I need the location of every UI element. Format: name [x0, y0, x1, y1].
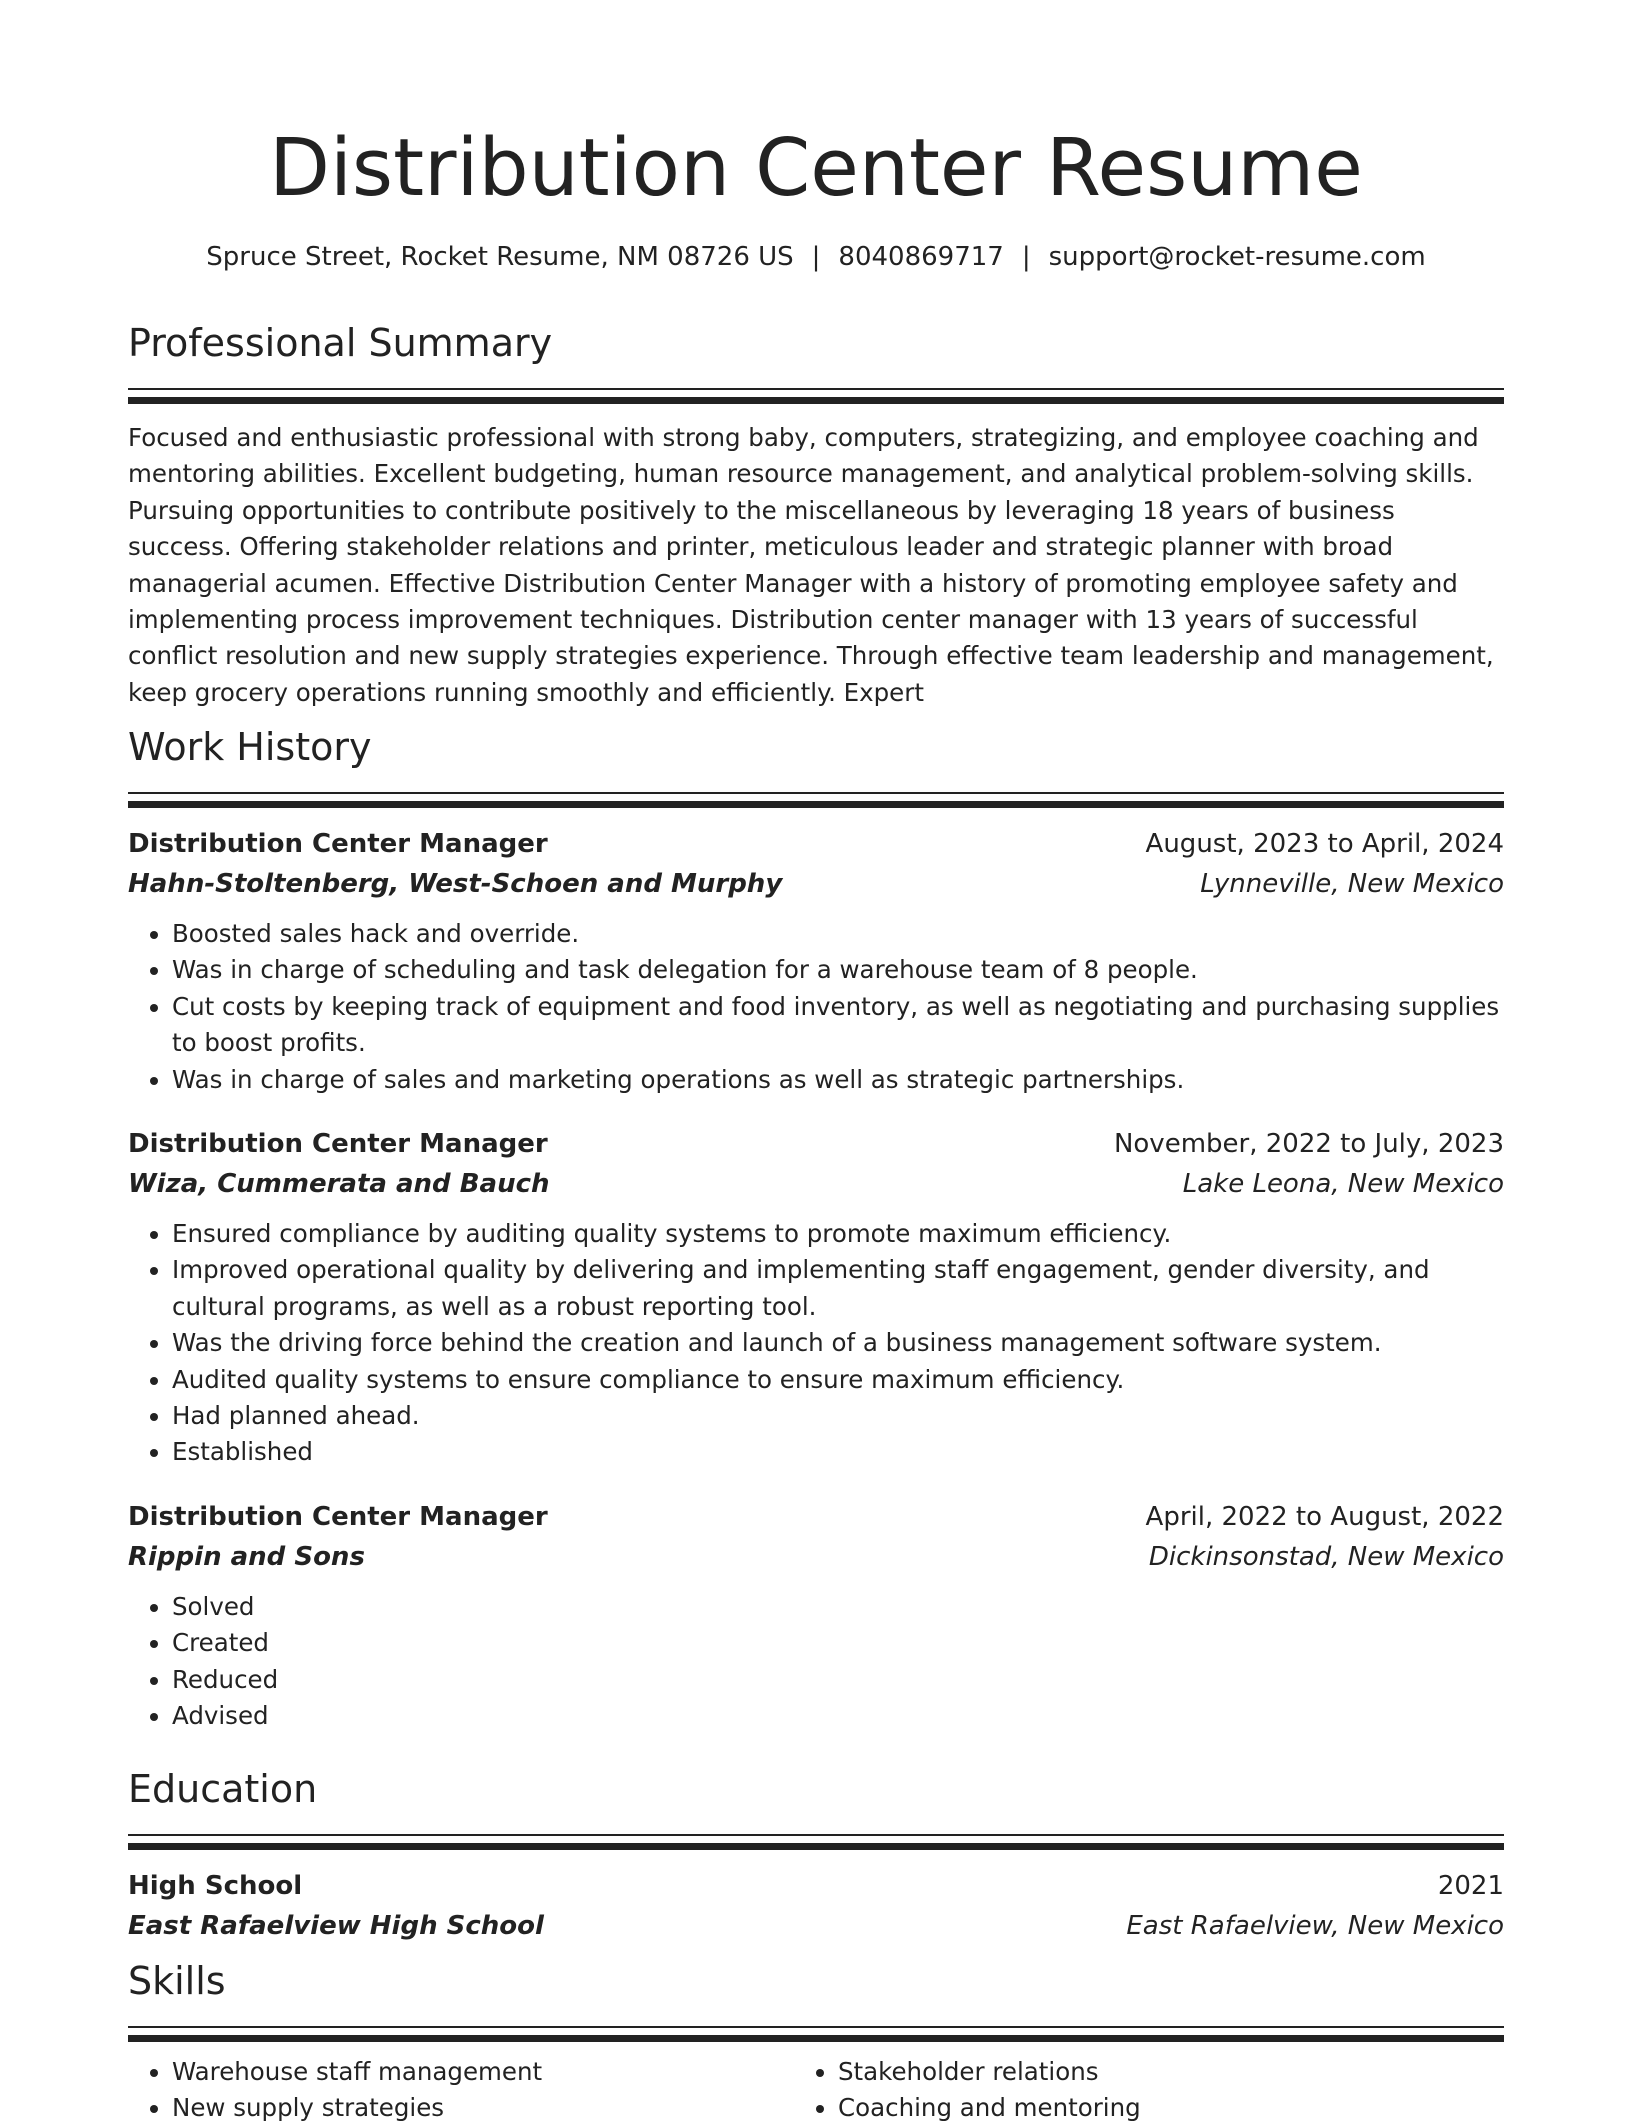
summary-text: Focused and enthusiastic professional with strong baby, computers, strategizing, and employee coaching and mentoring abilities. Excellent budgeting, human resource management, and analytical problem-solving skills. Pursuing opportunities to contribute positively to the miscellaneous by leveraging 18 years of business success. Offering stakeholder relations and printer, meticulous leader and strategic planner with broad managerial acumen. Effective Distribution Center Manager with a history of promoting employee safety and implementing process improvement techniques. Distribution center manager with 13 years of successful conflict resolution and new supply strategies experience. Through effective team leadership and management, keep grocery operations running smoothly and efficiently. Expert: [128, 423, 1494, 707]
job-location: Lynneville, New Mexico: [1200, 869, 1504, 899]
job-bullets: [128, 1216, 1504, 1471]
job-bullets: [128, 916, 1504, 1098]
list-item: • Had planned ahead.: [172, 1398, 1504, 1434]
degree: High School: [128, 1871, 303, 1901]
list-item: • Audited quality systems to ensure compliance to ensure maximum efficiency.: [172, 1362, 1504, 1398]
job-location: Dickinsonstad, New Mexico: [1148, 1541, 1504, 1572]
job-entry: [128, 824, 1504, 1098]
school-location: East Rafaelview, New Mexico: [1126, 1911, 1504, 1941]
contact-email: support@rocket-resume.com: [1048, 242, 1426, 272]
job-dates: August, 2023 to April, 2024: [1145, 829, 1504, 859]
graduation-year: 2021: [1437, 1871, 1504, 1901]
list-item: • Was in charge of sales and marketing operations as well as strategic partnerships.: [172, 1062, 1504, 1098]
job-dates: April, 2022 to August, 2022: [1145, 1501, 1504, 1532]
school-name: East Rafaelview High School: [128, 1911, 544, 1941]
section-rule: [128, 1834, 1504, 1836]
job-bullets: [128, 1589, 1504, 1735]
skill-item: • Warehouse staff management: [172, 2054, 838, 2090]
skill-item: • New supply strategies: [172, 2090, 838, 2126]
resume-title: Distribution Center Resume: [269, 122, 1363, 214]
job-location: Lake Leona, New Mexico: [1182, 1169, 1504, 1200]
skills-column-left: [128, 2054, 838, 2127]
job-title: Distribution Center Manager: [128, 829, 548, 859]
summary-section: [128, 318, 1504, 711]
list-item: • Cut costs by keeping track of equipment and food inventory, as well as negotiating and purchasing supplies to boost profits.: [172, 989, 1504, 1062]
list-item: • Boosted sales hack and override.: [172, 916, 1504, 952]
section-rule: [128, 397, 1504, 404]
education-section: [128, 1764, 1504, 1946]
contact-line: [128, 240, 1504, 274]
list-item: • Established: [172, 1434, 1504, 1470]
skills-grid: [128, 2054, 1504, 2127]
section-rule: [128, 2035, 1504, 2042]
section-heading: Education: [128, 1767, 318, 1811]
list-item: • Solved: [172, 1589, 1504, 1625]
company-name: Hahn-Stoltenberg, West-Schoen and Murphy: [128, 869, 783, 899]
contact-separator: |: [1021, 242, 1031, 272]
section-heading: Professional Summary: [128, 321, 553, 365]
work-history-section: [128, 722, 1504, 1735]
job-entry: [128, 1124, 1504, 1471]
section-rule: [128, 792, 1504, 794]
section-rule: [128, 388, 1504, 390]
education-entry: [128, 1866, 1504, 1946]
contact-separator: |: [811, 242, 821, 272]
job-entry: [128, 1497, 1504, 1735]
job-dates: November, 2022 to July, 2023: [1113, 1129, 1504, 1160]
company-name: Wiza, Cummerata and Bauch: [128, 1169, 550, 1200]
section-rule: [128, 1843, 1504, 1850]
section-heading: Work History: [128, 725, 372, 769]
section-rule: [128, 2026, 1504, 2028]
skill-item: • Stakeholder relations: [838, 2054, 1504, 2090]
contact-phone: 8040869717: [838, 242, 1004, 272]
section-heading: Skills: [128, 1959, 226, 2003]
list-item: • Advised: [172, 1698, 1504, 1734]
list-item: • Ensured compliance by auditing quality systems to promote maximum efficiency.: [172, 1216, 1504, 1252]
list-item: • Reduced: [172, 1662, 1504, 1698]
skill-item: • Coaching and mentoring: [838, 2090, 1504, 2126]
list-item: • Was the driving force behind the creation and launch of a business management software system.: [172, 1325, 1504, 1361]
list-item: • Created: [172, 1625, 1504, 1661]
job-title: Distribution Center Manager: [128, 1501, 548, 1532]
company-name: Rippin and Sons: [128, 1541, 365, 1572]
job-title: Distribution Center Manager: [128, 1129, 548, 1160]
section-rule: [128, 801, 1504, 808]
skills-section: [128, 1956, 1504, 2127]
list-item: • Improved operational quality by delivering and implementing staff engagement, gender diversity, and cultural programs, as well as a robust reporting tool.: [172, 1252, 1504, 1325]
contact-address: Spruce Street, Rocket Resume, NM 08726 US: [206, 242, 794, 272]
list-item: • Was in charge of scheduling and task delegation for a warehouse team of 8 people.: [172, 952, 1504, 988]
skills-column-right: [794, 2054, 1504, 2127]
